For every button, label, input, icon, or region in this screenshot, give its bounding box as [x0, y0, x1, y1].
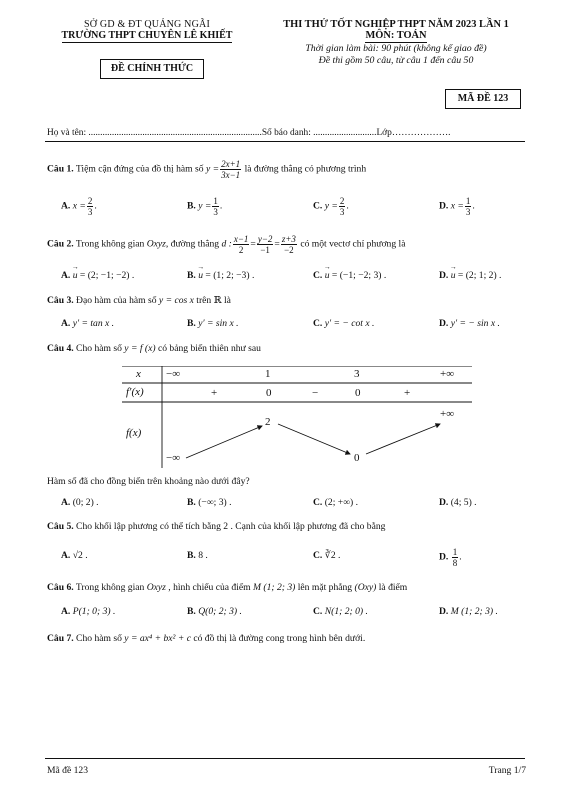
footer-page-number: Trang 1/7 — [488, 765, 526, 776]
option-c[interactable]: C. (2; +∞) . — [313, 497, 359, 508]
exam-time: Thời gian làm bài: 90 phút (không kể giao đề) — [305, 43, 487, 54]
option-b[interactable]: B. 8 . — [187, 550, 208, 561]
exam-title: THI THỬ TỐT NGHIỆP THPT NĂM 2023 LẦN 1 — [283, 19, 509, 30]
sign: 0 — [266, 387, 272, 399]
question-label: Câu 5. — [47, 521, 74, 532]
official-exam-badge: ĐỀ CHÍNH THỨC — [100, 59, 204, 79]
option-c[interactable]: C. → u = (−1; −2; 3) . — [313, 270, 386, 281]
department-name: SỞ GD & ĐT QUẢNG NGÃI — [84, 19, 210, 30]
question-1: Câu 1. Tiệm cận đứng của đồ thị hàm số y = $\frac{2x+1}{3x-1}$ là đường thẳng có phương trình — [47, 159, 367, 180]
id-label: Số báo danh: — [261, 128, 314, 138]
question-2: Câu 2. Trong không gian Oxyz, đường thẳng d : $\frac{x-1}{2}$ = $\frac{y-2}{-1}$ = $\frac{z+3}{-2}$ có một vectơ chỉ phương là — [47, 234, 406, 255]
x-value: 3 — [354, 368, 360, 380]
option-d[interactable]: D. M (1; 2; 3) . — [439, 606, 498, 617]
question-6-options — [47, 606, 527, 622]
fraction: $\frac{z+3}{-2}$ — [281, 234, 296, 255]
sign: + — [211, 387, 218, 399]
f-value: 0 — [354, 452, 360, 464]
question-7: Câu 7. Cho hàm số y = ax⁴ + bx² + c có đồ thị là đường cong trong hình bên dưới. — [47, 633, 366, 644]
fraction: $\frac{x-1}{2}$ — [233, 234, 249, 255]
f-value: +∞ — [440, 408, 455, 420]
question-label: Câu 2. — [47, 238, 74, 250]
option-a[interactable]: A. → u = (2; −1; −2) . — [61, 270, 134, 281]
variation-table — [122, 366, 472, 468]
function-label: f(x) — [126, 427, 142, 439]
f-value: 2 — [265, 416, 271, 428]
student-info-line — [47, 128, 527, 138]
option-b[interactable]: B. (−∞; 3) . — [187, 497, 232, 508]
question-2-options — [47, 270, 527, 286]
question-label: Câu 1. — [47, 163, 74, 175]
id-field[interactable]: ........................... — [313, 128, 377, 138]
name-label: Họ và tên: — [47, 128, 89, 138]
header-left — [42, 19, 252, 43]
question-text: Tiệm cận đứng của đồ thị hàm số — [73, 163, 206, 175]
x-value: −∞ — [166, 368, 181, 380]
option-d[interactable]: D. $\frac{1}{8}$ . — [439, 547, 462, 568]
option-c[interactable]: C. N(1; 2; 0) . — [313, 606, 368, 617]
option-c[interactable]: C. y′ = − cot x . — [313, 318, 375, 329]
question-1-options — [47, 196, 527, 222]
sign: + — [404, 387, 411, 399]
option-c[interactable]: C. ∛2 . — [313, 550, 341, 561]
header-right — [258, 19, 534, 67]
exam-scope: Đề thi gồm 50 câu, từ câu 1 đến câu 50 — [318, 55, 474, 66]
option-b[interactable]: B. → u = (1; 2; −3) . — [187, 270, 254, 281]
option-d[interactable]: D. (4; 5) . — [439, 497, 477, 508]
option-b[interactable]: B. Q(0; 2; 3) . — [187, 606, 242, 617]
option-a[interactable]: A. (0; 2) . — [61, 497, 99, 508]
subject-label: MÔN: TOÁN — [365, 30, 427, 41]
x-label: x — [136, 368, 141, 380]
question-5-options — [47, 547, 527, 571]
question-5: Câu 5. Cho khối lập phương có thể tích bằng 2 . Cạnh của khối lập phương đã cho bằng — [47, 521, 386, 532]
footer-exam-code: Mã đề 123 — [47, 765, 89, 776]
header-divider — [45, 141, 525, 142]
option-a[interactable]: A. √2 . — [61, 550, 88, 561]
question-label: Câu 3. — [47, 295, 74, 306]
option-a[interactable]: A. y′ = tan x . — [61, 318, 115, 329]
derivative-label: f′(x) — [126, 386, 144, 398]
sign: 0 — [355, 387, 361, 399]
question-3-options — [47, 318, 527, 334]
option-a[interactable]: A. P(1; 0; 3) . — [61, 606, 116, 617]
question-6: Câu 6. Trong không gian Oxyz , hình chiếu của điểm M (1; 2; 3) lên mặt phẳng (Oxy) là điểm — [47, 582, 408, 593]
option-a[interactable]: A. x = $\frac{2}{3}$ . — [61, 196, 97, 217]
x-value: +∞ — [440, 368, 455, 380]
school-name: TRƯỜNG THPT CHUYÊN LÊ KHIẾT — [61, 30, 233, 41]
option-d[interactable]: D. y′ = − sin x . — [439, 318, 500, 329]
fraction: $\frac{y-2}{-1}$ — [257, 234, 273, 255]
f-value: −∞ — [166, 452, 181, 464]
class-field[interactable]: ………………. — [391, 128, 451, 138]
name-field[interactable]: .......................................................................... — [88, 128, 262, 138]
question-4-prompt: Hàm số đã cho đồng biến trên khoảng nào dưới đây? — [47, 476, 250, 487]
question-label: Câu 4. — [47, 343, 74, 354]
exam-code-box: MÃ ĐỀ 123 — [445, 89, 521, 109]
sign: − — [312, 387, 319, 399]
fraction: $\frac{2x+1}{3x-1}$ — [221, 159, 241, 180]
option-b[interactable]: B. y = $\frac{1}{3}$ . — [187, 196, 223, 217]
class-label: Lớp — [376, 128, 392, 138]
question-label: Câu 6. — [47, 582, 74, 593]
question-4: Câu 4. Cho hàm số y = f (x) có bảng biến thiên như sau — [47, 343, 261, 354]
question-4-options — [47, 497, 527, 513]
question-label: Câu 7. — [47, 633, 74, 644]
option-c[interactable]: C. y = $\frac{2}{3}$ . — [313, 196, 349, 217]
option-d[interactable]: D. → u = (2; 1; 2) . — [439, 270, 501, 281]
footer-divider — [45, 758, 525, 759]
question-3: Câu 3. Đạo hàm của hàm số y = cos x trên ℝ là — [47, 295, 231, 306]
option-d[interactable]: D. x = $\frac{1}{3}$ . — [439, 196, 475, 217]
option-b[interactable]: B. y′ = sin x . — [187, 318, 239, 329]
x-value: 1 — [265, 368, 271, 380]
